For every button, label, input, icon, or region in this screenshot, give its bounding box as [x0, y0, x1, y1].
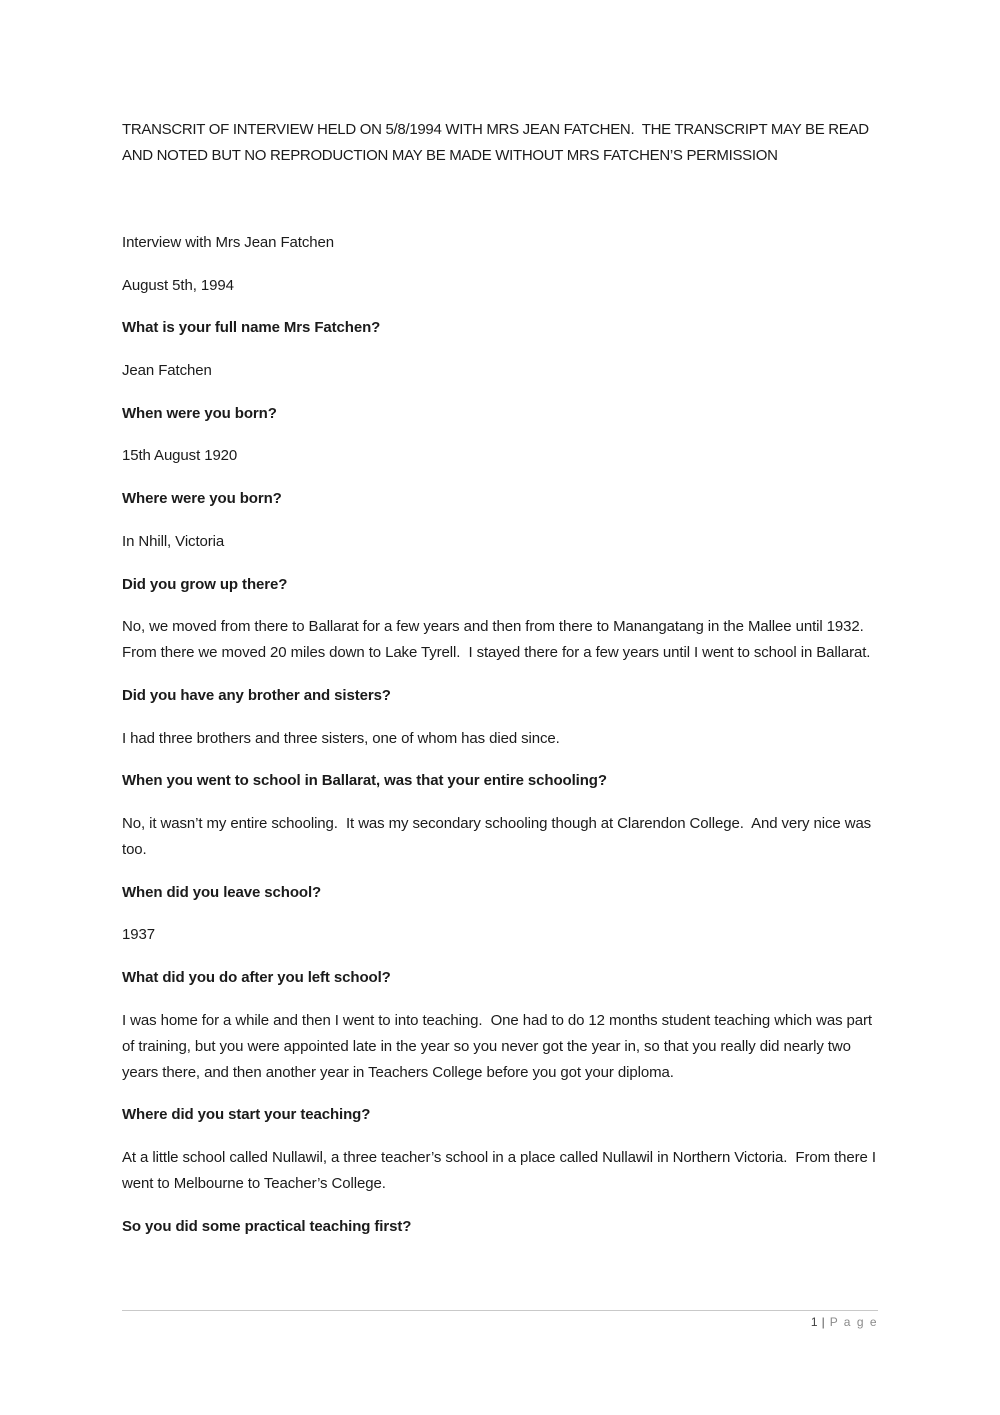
answer-where-born: In Nhill, Victoria: [122, 532, 225, 550]
question-entire-schooling: When you went to school in Ballarat, was that your entire schooling?: [122, 772, 607, 790]
document-content: [122, 117, 878, 1256]
answer-when-born: 15th August 1920: [122, 447, 238, 465]
question-practical-teaching: So you did some practical teaching first?: [122, 1217, 412, 1235]
permission-notice: TRANSCRIT OF INTERVIEW HELD ON 5/8/1994 WITH MRS JEAN FATCHEN. THE TRANSCRIPT MAY BE READ AND NOTED BUT NO REPRODUCTION MAY BE MADE WITHOUT MRS FATCHEN’S PERMISSION: [122, 121, 872, 164]
interview-title: Interview with Mrs Jean Fatchen: [122, 234, 334, 251]
question-siblings: Did you have any brother and sisters?: [122, 686, 391, 704]
question-where-born: Where were you born?: [122, 490, 282, 508]
question-grow-up: Did you grow up there?: [122, 575, 288, 593]
page-number: 1: [810, 1315, 818, 1329]
answer-start-teaching: At a little school called Nullawil, a three teacher’s school in a place called Nullawil in Northern Victoria. From there I went to Melbourne to Teacher’s College.: [122, 1149, 880, 1193]
question-start-teaching: Where did you start your teaching?: [122, 1106, 371, 1124]
answer-after-school: I was home for a while and then I went to into teaching. One had to do 12 months student teaching which was part of training, but you were appointed late in the year so you never got the year in, so that you really did nearly two years there, and then another year in Teachers College before you got your diploma.: [122, 1011, 877, 1081]
question-leave-school: When did you leave school?: [122, 883, 322, 901]
page-footer: [122, 1310, 878, 1329]
question-when-born: When were you born?: [122, 404, 277, 422]
question-full-name: What is your full name Mrs Fatchen?: [122, 319, 381, 337]
footer-separator: |: [821, 1315, 825, 1329]
footer-page-label: P a g e: [829, 1315, 878, 1329]
interview-date: August 5th, 1994: [122, 276, 234, 294]
answer-full-name: Jean Fatchen: [122, 362, 212, 380]
answer-leave-school: 1937: [122, 926, 155, 944]
question-after-school: What did you do after you left school?: [122, 969, 391, 986]
answer-entire-schooling: No, it wasn’t my entire schooling. It was my secondary schooling though at Clarendon College. And very nice was too.: [122, 814, 876, 858]
answer-grow-up: No, we moved from there to Ballarat for a few years and then from there to Manangatang in the Mallee until 1932. From there we moved 20 miles down to Lake Tyrell. I stayed there for a few years until I went to school in Ballarat.: [122, 618, 872, 662]
answer-siblings: I had three brothers and three sisters, one of whom has died since.: [122, 729, 560, 747]
